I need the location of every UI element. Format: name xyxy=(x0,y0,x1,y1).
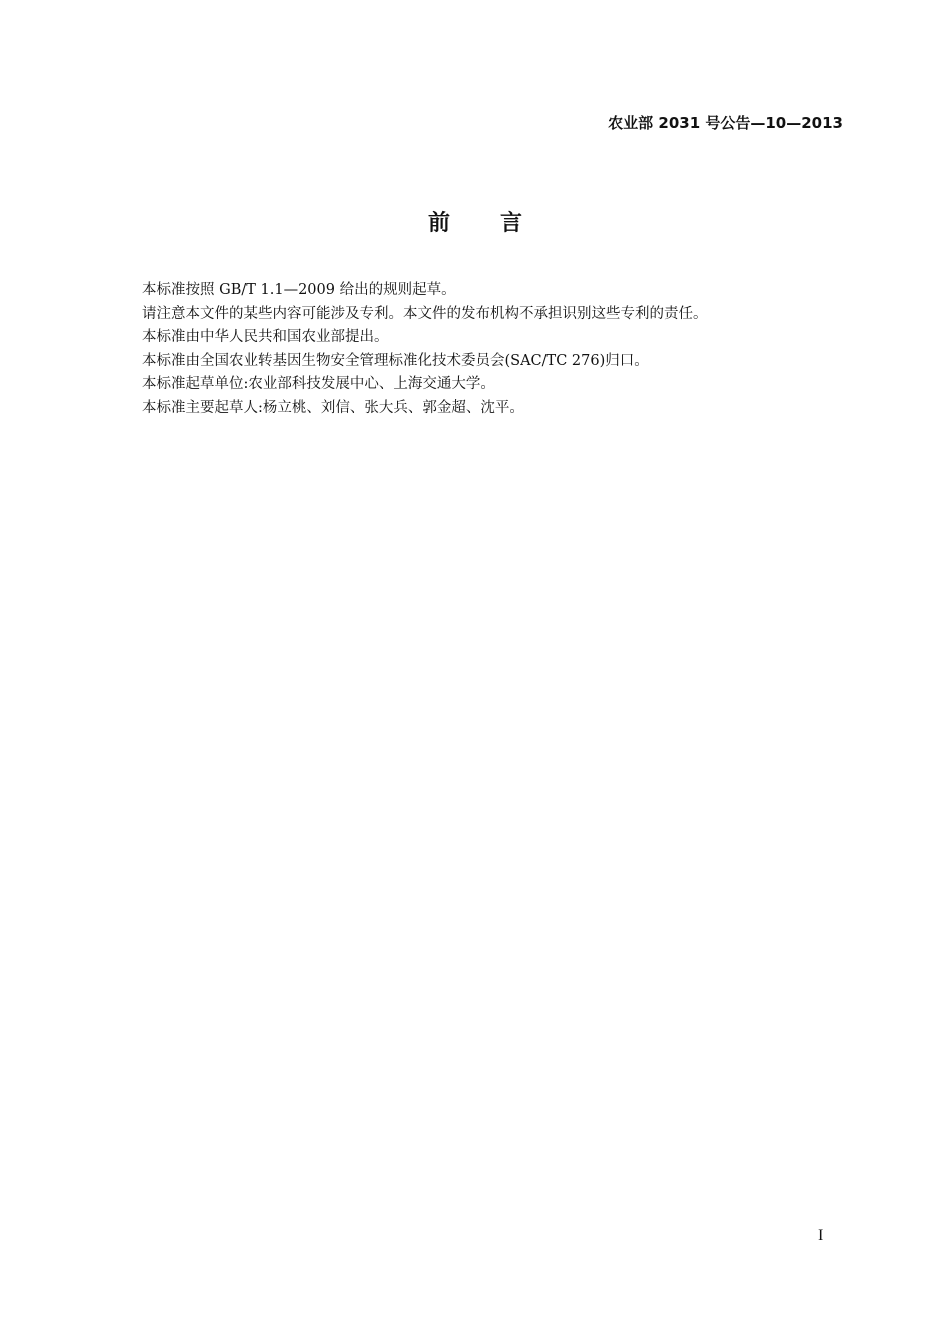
paragraph-technical-committee: 本标准由全国农业转基因生物安全管理标准化技术委员会(SAC/TC 276)归口。 xyxy=(142,352,649,369)
paragraph-drafters: 本标准主要起草人:杨立桃、刘信、张大兵、郭金超、沈平。 xyxy=(142,399,524,416)
foreword-body xyxy=(142,279,842,421)
document-code: 农业部 2031 号公告—10—2013 xyxy=(608,114,843,132)
paragraph-drafting-rules: 本标准按照 GB/T 1.1—2009 给出的规则起草。 xyxy=(142,282,456,298)
page-title: 前言 xyxy=(427,211,572,236)
paragraph-proposer: 本标准由中华人民共和国农业部提出。 xyxy=(142,329,389,346)
paragraph-drafting-units: 本标准起草单位:农业部科技发展中心、上海交通大学。 xyxy=(142,376,495,393)
paragraph-patent-notice: 请注意本文件的某些内容可能涉及专利。本文件的发布机构不承担识别这些专利的责任。 xyxy=(142,305,708,322)
page-number: I xyxy=(818,1227,824,1244)
